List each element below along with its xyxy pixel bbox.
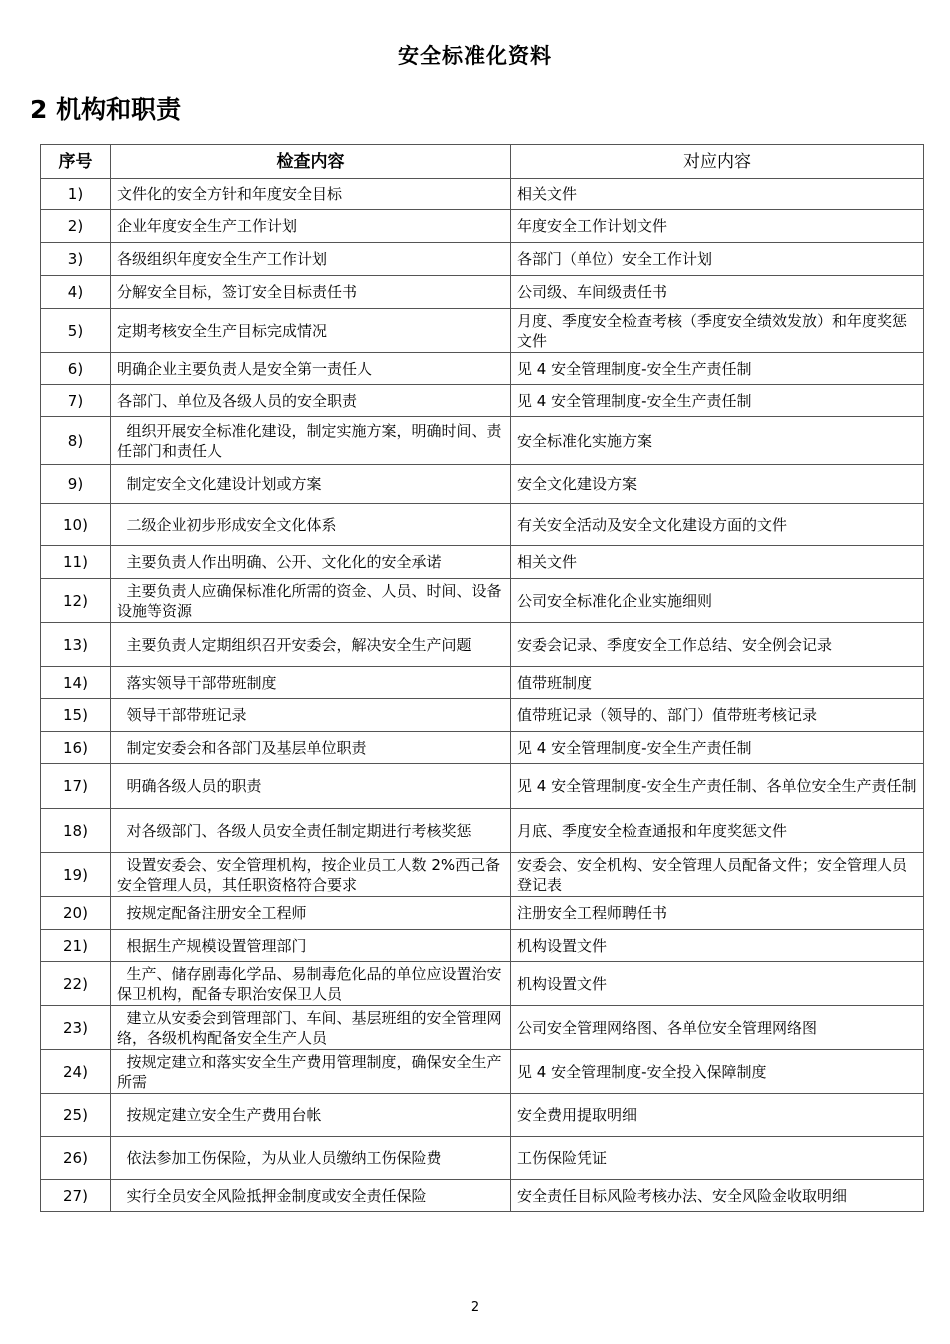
- row-response: 公司安全标准化企业实施细则: [511, 579, 924, 623]
- row-check-item: 文件化的安全方针和年度安全目标: [111, 179, 511, 210]
- row-number: 16): [41, 732, 111, 764]
- row-check-item: 按规定配备注册安全工程师: [111, 897, 511, 930]
- table-row: [41, 243, 924, 276]
- row-response: 安委会、安全机构、安全管理人员配备文件；安全管理人员登记表: [511, 853, 924, 897]
- table-row: [41, 579, 924, 623]
- table-row: [41, 732, 924, 764]
- row-number: 1): [41, 179, 111, 210]
- table-row: [41, 897, 924, 930]
- row-response: 安全文化建设方案: [511, 465, 924, 504]
- header-check-item: 检查内容: [111, 145, 511, 179]
- row-check-item: 生产、储存剧毒化学品、易制毒危化品的单位应设置治安保卫机构，配备专职治安保卫人员: [111, 962, 511, 1006]
- table-row: [41, 1180, 924, 1212]
- row-response: 见 4 安全管理制度-安全生产责任制: [511, 353, 924, 385]
- table-row: [41, 417, 924, 465]
- row-number: 8): [41, 417, 111, 465]
- row-response: 值带班制度: [511, 667, 924, 699]
- section-heading: 2 机构和职责: [30, 95, 182, 124]
- row-number: 25): [41, 1094, 111, 1137]
- row-response: 各部门（单位）安全工作计划: [511, 243, 924, 276]
- row-number: 2): [41, 210, 111, 243]
- table-row: [41, 809, 924, 853]
- table-row: [41, 930, 924, 962]
- row-response: 相关文件: [511, 546, 924, 579]
- header-number: 序号: [41, 145, 111, 179]
- row-check-item: 组织开展安全标准化建设，制定实施方案，明确时间、责任部门和责任人: [111, 417, 511, 465]
- row-check-item: 制定安委会和各部门及基层单位职责: [111, 732, 511, 764]
- row-check-item: 各部门、单位及各级人员的安全职责: [111, 385, 511, 417]
- row-number: 19): [41, 853, 111, 897]
- table-row: [41, 546, 924, 579]
- row-number: 4): [41, 276, 111, 309]
- row-number: 13): [41, 623, 111, 667]
- row-number: 18): [41, 809, 111, 853]
- row-number: 7): [41, 385, 111, 417]
- table-row: [41, 210, 924, 243]
- row-number: 17): [41, 764, 111, 809]
- row-number: 23): [41, 1006, 111, 1050]
- row-check-item: 根据生产规模设置管理部门: [111, 930, 511, 962]
- checklist-table: [40, 144, 924, 1212]
- table-row: [41, 179, 924, 210]
- row-number: 20): [41, 897, 111, 930]
- row-number: 26): [41, 1137, 111, 1180]
- table-row: [41, 853, 924, 897]
- row-response: 相关文件: [511, 179, 924, 210]
- row-response: 安全费用提取明细: [511, 1094, 924, 1137]
- page-number: 2: [470, 1300, 480, 1315]
- row-response: 注册安全工程师聘任书: [511, 897, 924, 930]
- table-row: [41, 465, 924, 504]
- table-row: [41, 1137, 924, 1180]
- row-check-item: 制定安全文化建设计划或方案: [111, 465, 511, 504]
- row-check-item: 按规定建立安全生产费用台帐: [111, 1094, 511, 1137]
- row-response: 机构设置文件: [511, 962, 924, 1006]
- row-response: 机构设置文件: [511, 930, 924, 962]
- row-check-item: 设置安委会、安全管理机构，按企业员工人数 2%西己备安全管理人员，其任职资格符合要求: [111, 853, 511, 897]
- row-response: 见 4 安全管理制度-安全生产责任制、各单位安全生产责任制: [511, 764, 924, 809]
- row-check-item: 落实领导干部带班制度: [111, 667, 511, 699]
- row-response: 见 4 安全管理制度-安全投入保障制度: [511, 1050, 924, 1094]
- table-row: [41, 667, 924, 699]
- table-body: [41, 179, 924, 1212]
- table-row: [41, 353, 924, 385]
- table-row: [41, 1050, 924, 1094]
- row-response: 安全责任目标风险考核办法、安全风险金收取明细: [511, 1180, 924, 1212]
- table-row: [41, 385, 924, 417]
- table-row: [41, 699, 924, 732]
- row-check-item: 二级企业初步形成安全文化体系: [111, 504, 511, 546]
- row-check-item: 企业年度安全生产工作计划: [111, 210, 511, 243]
- table-row: [41, 1006, 924, 1050]
- row-check-item: 各级组织年度安全生产工作计划: [111, 243, 511, 276]
- row-check-item: 对各级部门、各级人员安全责任制定期进行考核奖惩: [111, 809, 511, 853]
- table-row: [41, 623, 924, 667]
- row-check-item: 建立从安委会到管理部门、车间、基层班组的安全管理网络，各级机构配备安全生产人员: [111, 1006, 511, 1050]
- row-number: 9): [41, 465, 111, 504]
- row-check-item: 主要负责人作出明确、公开、文化化的安全承诺: [111, 546, 511, 579]
- row-response: 月底、季度安全检查通报和年度奖惩文件: [511, 809, 924, 853]
- row-number: 14): [41, 667, 111, 699]
- row-check-item: 实行全员安全风险抵押金制度或安全责任保险: [111, 1180, 511, 1212]
- row-response: 值带班记录（领导的、部门）值带班考核记录: [511, 699, 924, 732]
- document-title: 安全标准化资料: [398, 44, 552, 68]
- row-check-item: 明确企业主要负责人是安全第一责任人: [111, 353, 511, 385]
- row-response: 月度、季度安全检查考核（季度安全绩效发放）和年度奖惩文件: [511, 309, 924, 353]
- row-number: 24): [41, 1050, 111, 1094]
- row-number: 21): [41, 930, 111, 962]
- row-check-item: 依法参加工伤保险，为从业人员缴纳工伤保险费: [111, 1137, 511, 1180]
- row-response: 公司级、车间级责任书: [511, 276, 924, 309]
- header-response: 对应内容: [511, 145, 924, 179]
- row-number: 3): [41, 243, 111, 276]
- row-number: 6): [41, 353, 111, 385]
- row-number: 27): [41, 1180, 111, 1212]
- row-response: 安全标准化实施方案: [511, 417, 924, 465]
- row-check-item: 分解安全目标，签订安全目标责任书: [111, 276, 511, 309]
- row-response: 见 4 安全管理制度-安全生产责任制: [511, 732, 924, 764]
- row-number: 22): [41, 962, 111, 1006]
- row-check-item: 明确各级人员的职责: [111, 764, 511, 809]
- row-response: 工伤保险凭证: [511, 1137, 924, 1180]
- row-response: 见 4 安全管理制度-安全生产责任制: [511, 385, 924, 417]
- row-number: 10): [41, 504, 111, 546]
- row-response: 公司安全管理网络图、各单位安全管理网络图: [511, 1006, 924, 1050]
- row-number: 12): [41, 579, 111, 623]
- row-check-item: 按规定建立和落实安全生产费用管理制度，确保安全生产所需: [111, 1050, 511, 1094]
- row-check-item: 领导干部带班记录: [111, 699, 511, 732]
- row-response: 有关安全活动及安全文化建设方面的文件: [511, 504, 924, 546]
- table-row: [41, 1094, 924, 1137]
- row-number: 11): [41, 546, 111, 579]
- row-response: 年度安全工作计划文件: [511, 210, 924, 243]
- table-header-row: [41, 145, 924, 179]
- table-row: [41, 309, 924, 353]
- table-row: [41, 276, 924, 309]
- table-row: [41, 504, 924, 546]
- table-row: [41, 962, 924, 1006]
- row-number: 5): [41, 309, 111, 353]
- table-row: [41, 764, 924, 809]
- row-number: 15): [41, 699, 111, 732]
- row-check-item: 主要负责人定期组织召开安委会，解决安全生产问题: [111, 623, 511, 667]
- row-check-item: 定期考核安全生产目标完成情况: [111, 309, 511, 353]
- row-response: 安委会记录、季度安全工作总结、安全例会记录: [511, 623, 924, 667]
- row-check-item: 主要负责人应确保标准化所需的资金、人员、时间、设备设施等资源: [111, 579, 511, 623]
